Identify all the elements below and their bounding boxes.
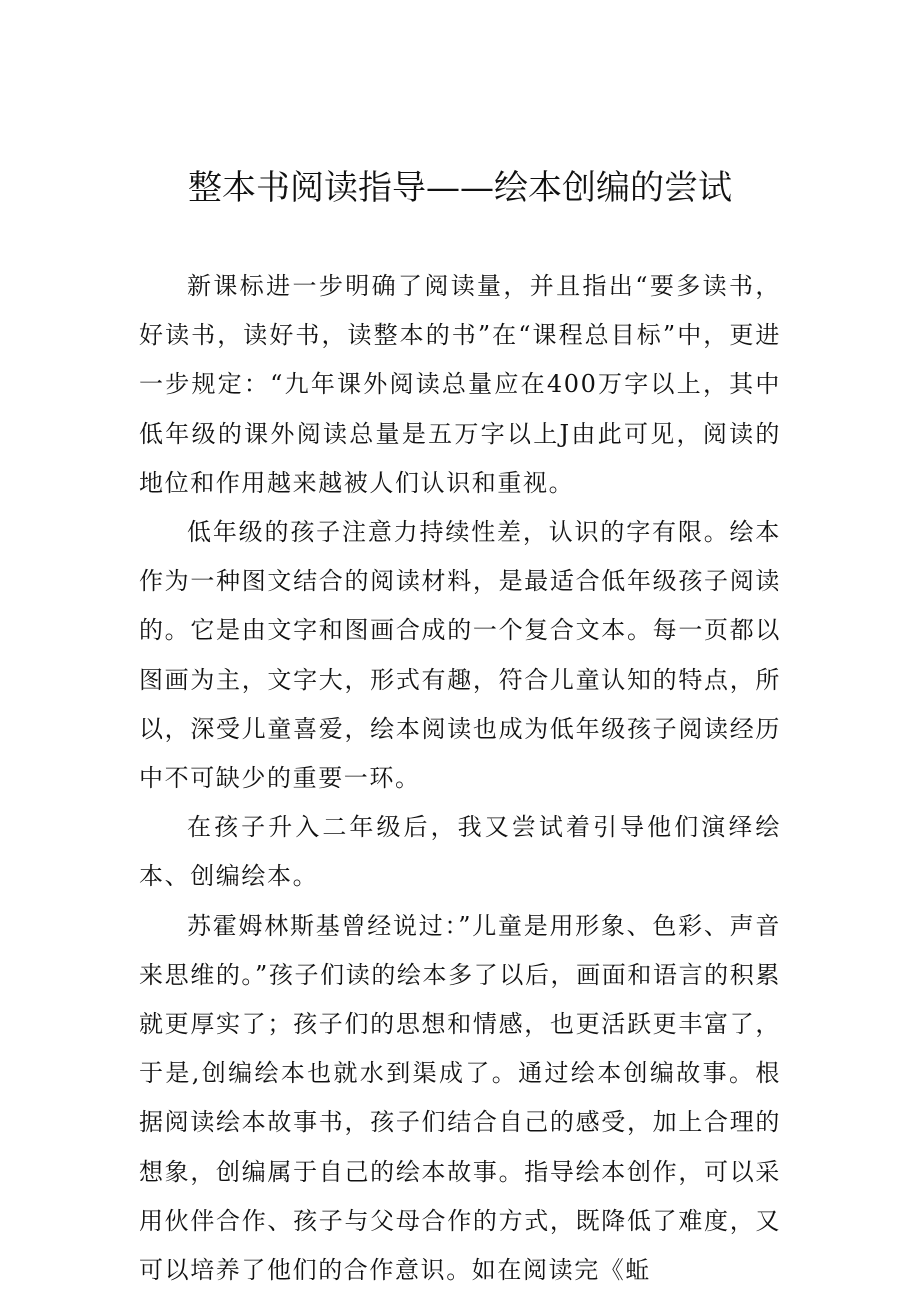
paragraph-sukhomlinsky: 苏霍姆林斯基曾经说过：”儿童是用形象、色彩、声音来思维的。”孩子们读的绘本多了以后，画面和语言的积累就更厚实了；孩子们的思想和情感，也更活跃更丰富了，于是,创编绘本也就水到渠成了。通过绘本创编故事。根据阅读绘本故事书，孩子们结合自己的感受，加上合理的想象，创编属于自己的绘本故事。指导绘本创作，可以采用伙伴合作、孩子与父母合作的方式，既降低了难度，又可以培养了他们的合作意识。如在阅读完《蚯 xyxy=(139,911,781,1285)
document-title: 整本书阅读指导——绘本创编的尝试 xyxy=(188,168,732,208)
paragraph-reading-standards: 新课标进一步明确了阅读量，并且指出“要多读书，好读书，读好书，读整本的书”在“课程总目标”中，更进一步规定：“九年课外阅读总量应在400万字以上，其中低年级的课外阅读总量是五万字以上J由此可见，阅读的地位和作用越来越被人们认识和重视。 xyxy=(139,272,781,497)
paragraph-second-grade: 在孩子升入二年级后，我又尝试着引导他们演绎绘本、创编绘本。 xyxy=(139,813,781,891)
paragraph-picture-books: 低年级的孩子注意力持续性差，认识的字有限。绘本作为一种图文结合的阅读材料，是最适合低年级孩子阅读的。它是由文字和图画合成的一个复合文本。每一页都以图画为主，文字大，形式有趣，符合儿童认知的特点，所以，深受儿童喜爱，绘本阅读也成为低年级孩子阅读经历中不可缺少的重要一环。 xyxy=(139,518,781,793)
document-body xyxy=(139,262,781,1295)
